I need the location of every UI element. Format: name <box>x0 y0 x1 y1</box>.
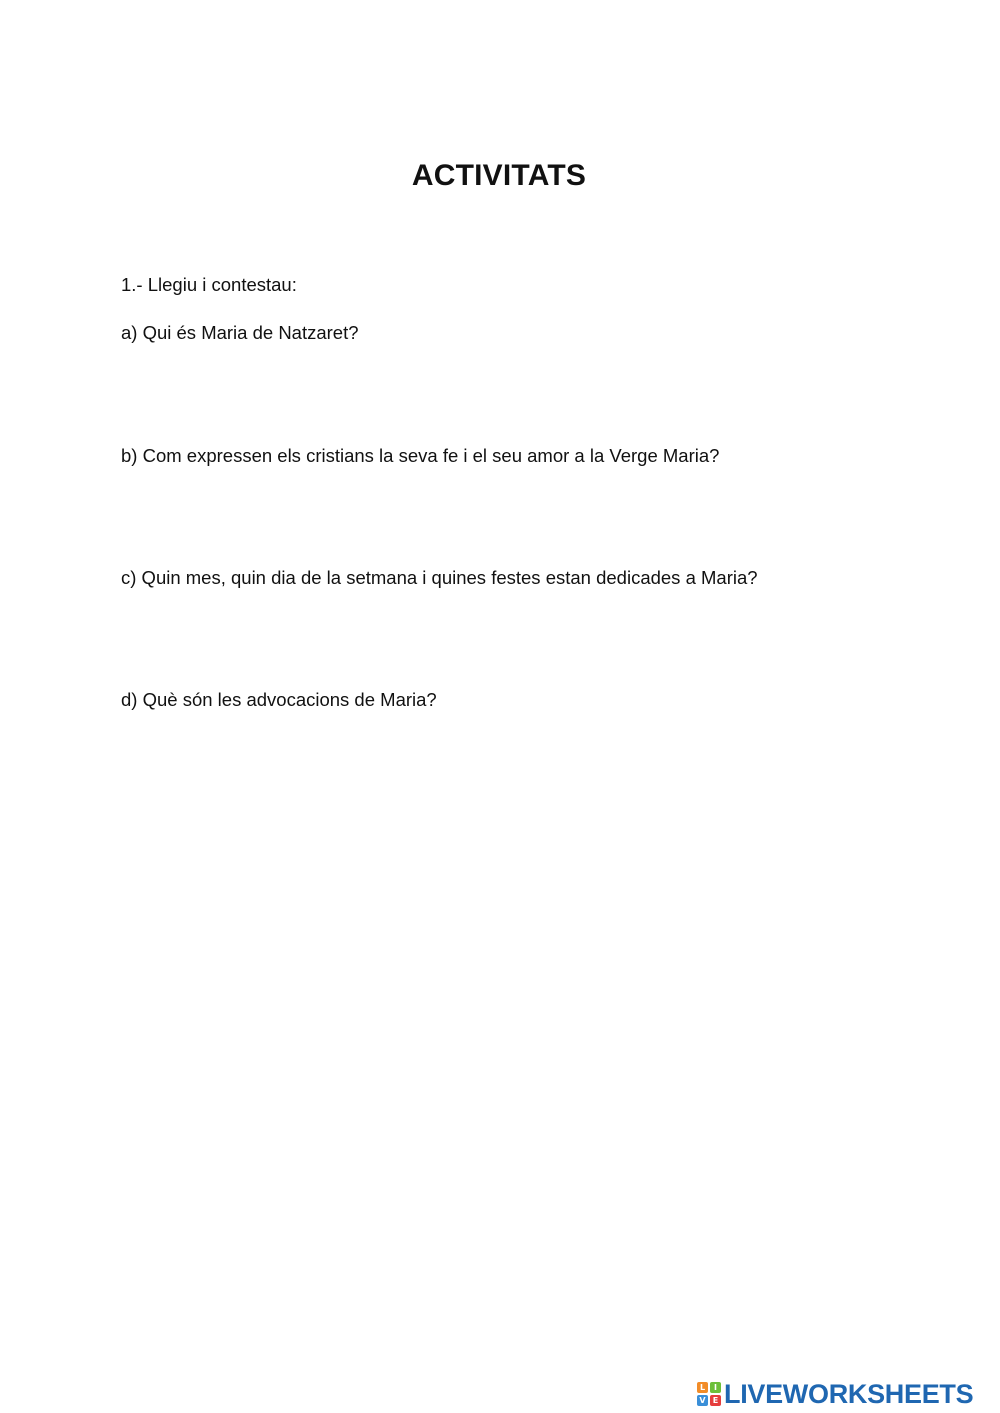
logo-block-l: L <box>697 1382 708 1393</box>
logo-block-i: I <box>710 1382 721 1393</box>
liveworksheets-logo-icon <box>697 1382 721 1406</box>
logo-block-e: E <box>710 1395 721 1406</box>
question-a: a) Qui és Maria de Natzaret? <box>121 322 359 343</box>
page-title: ACTIVITATS <box>411 159 587 192</box>
liveworksheets-watermark <box>697 1378 973 1410</box>
instruction-text: 1.- Llegiu i contestau: <box>121 274 297 295</box>
logo-block-v: V <box>697 1395 708 1406</box>
question-b: b) Com expressen els cristians la seva fe i el seu amor a la Verge Maria? <box>121 445 720 466</box>
question-d: d) Què són les advocacions de Maria? <box>121 689 437 710</box>
watermark-brand-text: LIVEWORKSHEETS <box>724 1379 974 1409</box>
question-c: c) Quin mes, quin dia de la setmana i quines festes estan dedicades a Maria? <box>121 567 758 588</box>
